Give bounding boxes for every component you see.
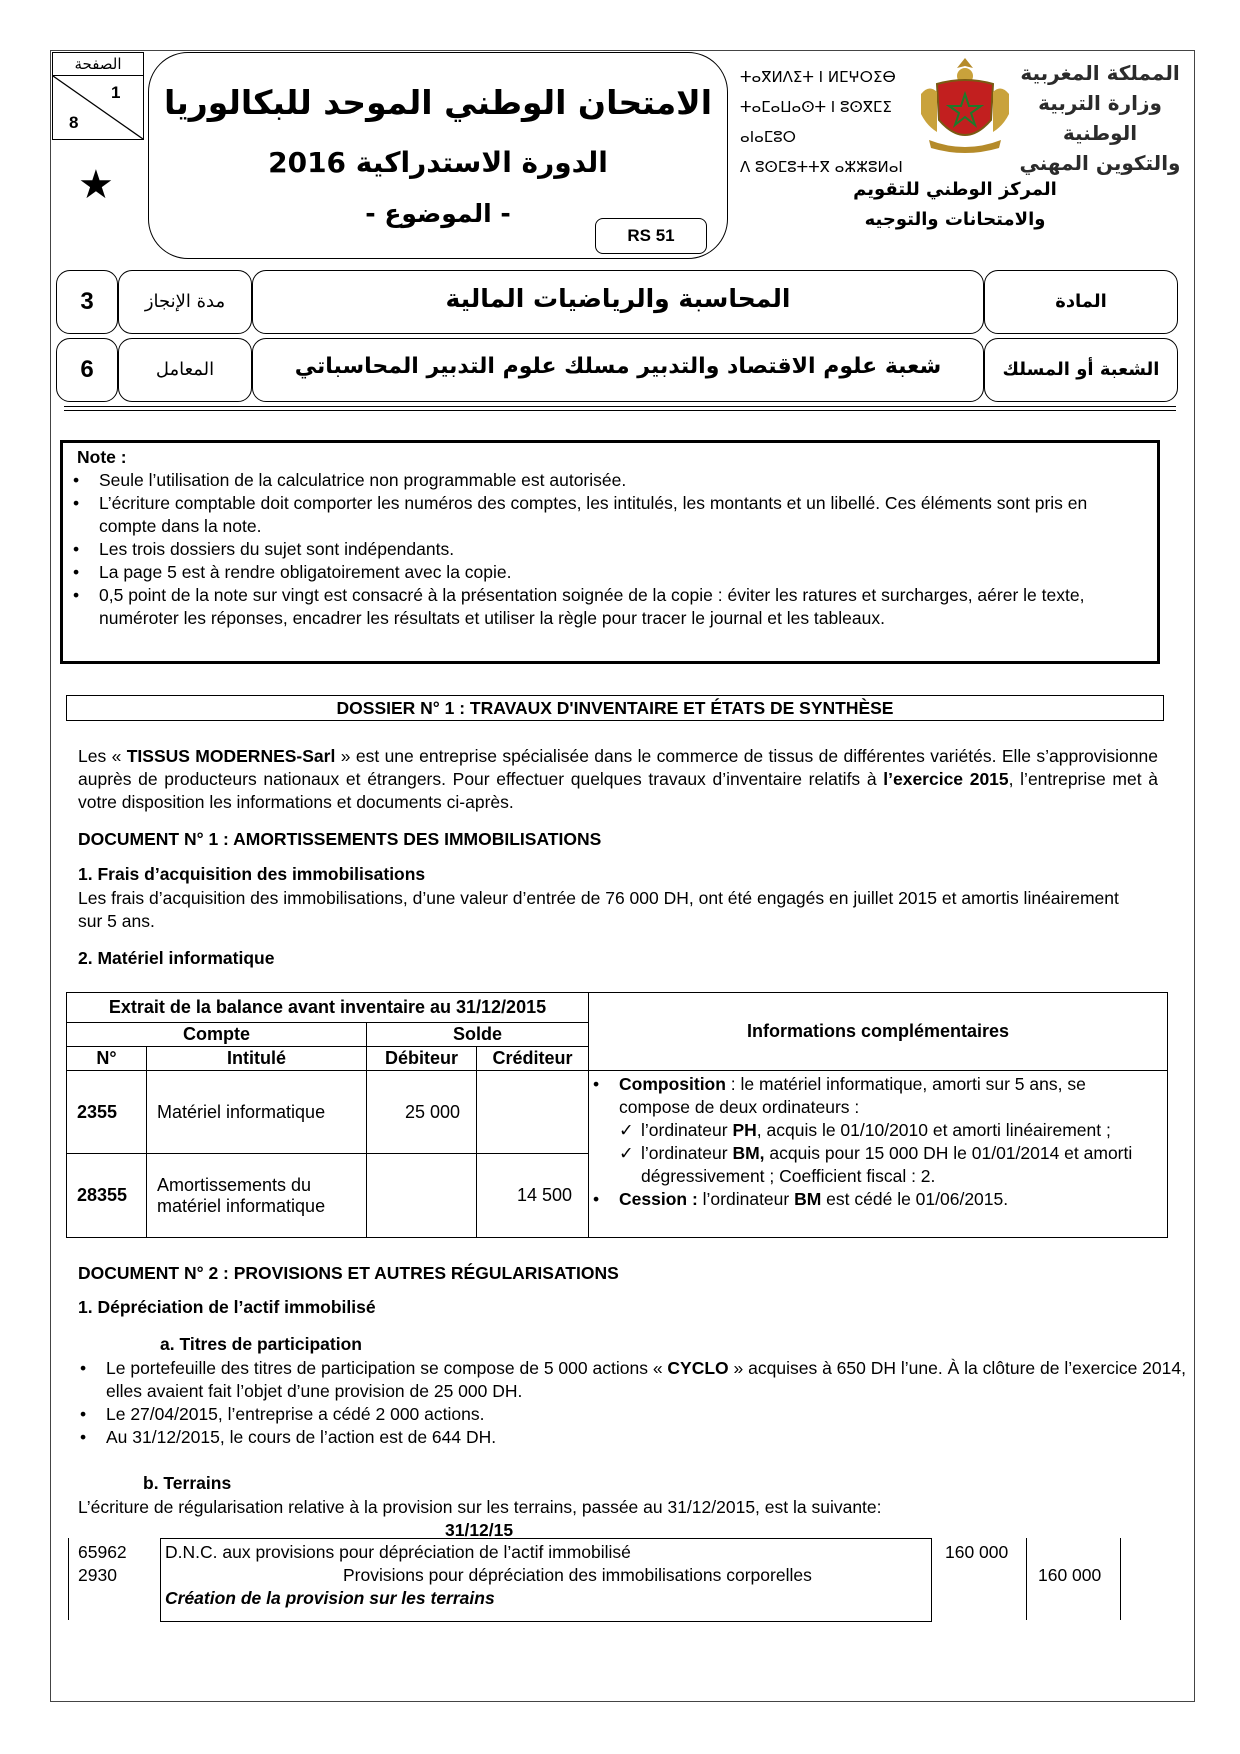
doc2-sub-a: a. Titres de participation bbox=[160, 1334, 362, 1354]
exam-session: الدورة الاستدراكية 2016 bbox=[268, 146, 608, 179]
journal-left-rule bbox=[68, 1538, 69, 1620]
cession-item: • Cession : l’ordinateur BM est cédé le 01/06/2015. bbox=[619, 1188, 1159, 1211]
num-header: N° bbox=[67, 1047, 147, 1071]
kingdom-tifinagh: ⵜⴰⴳⵍⴷⵉⵜ ⵏ ⵍⵎⵖⵔⵉⴱ ⵜⴰⵎⴰⵡⴰⵙⵜ ⵏ ⵓⵙⴳⵎⵉ ⴰⵏⴰⵎⵓⵔ ⴷ ⵓⵙⵎⵓⵜⵜⴳ ⴰⵣⵣⵓⵍⴰⵏ bbox=[740, 68, 903, 176]
star-icon: ★ bbox=[78, 163, 114, 207]
solde-header: Solde bbox=[367, 1023, 589, 1047]
section-2-title: 2. Matériel informatique bbox=[78, 948, 275, 968]
credit-amount bbox=[477, 1071, 589, 1154]
journal-credit-amount: 160 000 bbox=[1038, 1565, 1102, 1585]
subject-name: المحاسبة والرياضيات المالية bbox=[252, 270, 984, 334]
list-item: • Au 31/12/2015, le cours de l’action est de 644 DH. bbox=[106, 1426, 1186, 1449]
doc2-sub-b: b. Terrains bbox=[143, 1473, 232, 1493]
diagonal-line bbox=[53, 76, 143, 139]
account-label: Matériel informatique bbox=[147, 1071, 367, 1154]
composition-item: • Composition : le matériel informatique, amorti sur 5 ans, se compose de deux ordinateurs : ✓ l’ordinateur PH, acquis le 01/10/2010 et amorti linéairement ; ✓ l’ordinateur BM, acquis pour 15 000 DH le 01/01/2014 et amorti dégressivement ; Coefficient fiscal : 2. bbox=[619, 1073, 1159, 1188]
intitule-header: Intitulé bbox=[147, 1047, 367, 1071]
balance-title: Extrait de la balance avant inventaire au 31/12/2015 bbox=[67, 993, 589, 1023]
journal-account: 2930 bbox=[78, 1565, 117, 1585]
page-number: 1 bbox=[111, 83, 121, 102]
note-item: • 0,5 point de la note sur vingt est consacré à la présentation soignée de la copie : éviter les ratures et surcharges, aérer le texte, numéroter les réponses, encadrer les résultats et utiliser la règle pour tracer le journal et les tableaux. bbox=[99, 584, 1143, 630]
list-item: • Le portefeuille des titres de participation se compose de 5 000 actions « CYCLO » acquises à 650 DH l’une. À la clôture de l’exercice 2014, elles avaient fait l’objet d’une provision de 25 000 DH. bbox=[106, 1357, 1186, 1403]
balance-table bbox=[66, 992, 1168, 1238]
check-icon: ✓ bbox=[619, 1120, 634, 1140]
account-label: Amortissements du matériel informatique bbox=[147, 1154, 367, 1238]
account-number: 28355 bbox=[67, 1154, 147, 1238]
exam-title: الامتحان الوطني الموحد للبكالوريا bbox=[163, 83, 713, 122]
doc2-title: DOCUMENT N° 2 : PROVISIONS ET AUTRES RÉGULARISATIONS bbox=[78, 1263, 619, 1283]
list-item: • Le 27/04/2015, l’entreprise a cédé 2 000 actions. bbox=[106, 1403, 1186, 1426]
section-1-title: 1. Frais d’acquisition des immobilisations bbox=[78, 864, 426, 884]
coat-of-arms-icon bbox=[915, 54, 1015, 159]
journal-account: 65962 bbox=[78, 1542, 127, 1562]
note-item: • Seule l’utilisation de la calculatrice non programmable est autorisée. bbox=[99, 469, 1143, 492]
compte-header: Compte bbox=[67, 1023, 367, 1047]
info-cell bbox=[589, 1071, 1168, 1238]
table-row bbox=[67, 1071, 1168, 1154]
titres-list bbox=[70, 1357, 1186, 1449]
info-header: Informations complémentaires bbox=[589, 993, 1168, 1071]
header-divider bbox=[64, 406, 1176, 411]
branch-name: شعبة علوم الاقتصاد والتدبير مسلك علوم التدبير المحاسباتي bbox=[252, 338, 984, 402]
debit-amount bbox=[367, 1154, 477, 1238]
duration-label: مدة الإنجاز bbox=[118, 270, 252, 334]
check-icon: ✓ bbox=[619, 1143, 634, 1163]
exam-code: RS 51 bbox=[595, 218, 707, 254]
journal-debit-line: D.N.C. aux provisions pour dépréciation de l’actif immobilisé bbox=[165, 1542, 631, 1562]
subject-label: - الموضوع - bbox=[365, 199, 511, 228]
subject-label-cell: المادة bbox=[984, 270, 1178, 334]
credit-amount: 14 500 bbox=[477, 1154, 589, 1238]
note-list bbox=[77, 469, 1143, 630]
note-item: • La page 5 est à rendre obligatoirement avec la copie. bbox=[99, 561, 1143, 584]
note-title: Note : bbox=[77, 447, 127, 467]
journal-libelle: Création de la provision sur les terrains bbox=[165, 1588, 495, 1608]
duration-value: 3 bbox=[56, 270, 118, 334]
page-label: الصفحة bbox=[53, 53, 143, 76]
journal-right-rule bbox=[1120, 1538, 1121, 1620]
company-name: TISSUS MODERNES-Sarl bbox=[126, 746, 336, 766]
journal-mid-rule bbox=[1026, 1538, 1027, 1620]
journal-date: 31/12/15 bbox=[445, 1520, 514, 1540]
debit-amount: 25 000 bbox=[367, 1071, 477, 1154]
kingdom-arabic: المملكة المغربية وزارة التربية الوطنية والتكوين المهني bbox=[1019, 61, 1181, 175]
page-total: 8 bbox=[69, 113, 79, 132]
coef-value: 6 bbox=[56, 338, 118, 402]
account-number: 2355 bbox=[67, 1071, 147, 1154]
page-number-box bbox=[52, 52, 144, 140]
debit-header: Débiteur bbox=[367, 1047, 477, 1071]
coef-label: المعامل bbox=[118, 338, 252, 402]
journal-credit-line: Provisions pour dépréciation des immobilisations corporelles bbox=[343, 1565, 812, 1585]
intro-paragraph: Les « TISSUS MODERNES-Sarl » est une entreprise spécialisée dans le commerce de tissus de différentes variétés. Elle s’approvisionne auprès de producteurs nationaux et étrangers. Pour effectuer quelques travaux d’inventaire relatifs à l’exercice 2015, l’entreprise met à votre disposition les informations et documents ci-après. bbox=[78, 746, 1158, 812]
doc2-section-1: 1. Dépréciation de l’actif immobilisé bbox=[78, 1297, 376, 1317]
note-item: • L’écriture comptable doit comporter les numéros des comptes, les intitulés, les montants et un libellé. Ces éléments sont pris en compte dans la note. bbox=[99, 492, 1143, 538]
dossier-title: DOSSIER N° 1 : TRAVAUX D'INVENTAIRE ET ÉTATS DE SYNTHÈSE bbox=[66, 695, 1164, 721]
note-box bbox=[60, 440, 1160, 664]
national-center: المركز الوطني للتقويم والامتحانات والتوجيه bbox=[853, 179, 1057, 230]
note-item: • Les trois dossiers du sujet sont indépendants. bbox=[99, 538, 1143, 561]
journal-debit-amount: 160 000 bbox=[945, 1542, 1009, 1562]
branch-label: الشعبة أو المسلك bbox=[984, 338, 1178, 402]
credit-header: Créditeur bbox=[477, 1047, 589, 1071]
section-1-text: Les frais d’acquisition des immobilisations, d’une valeur d’entrée de 76 000 DH, ont été engagés en juillet 2015 et amortis linéairement sur 5 ans. bbox=[78, 888, 1119, 931]
doc1-title: DOCUMENT N° 1 : AMORTISSEMENTS DES IMMOBILISATIONS bbox=[78, 829, 602, 849]
terrains-text: L’écriture de régularisation relative à la provision sur les terrains, passée au 31/12/2015, est la suivante: bbox=[78, 1497, 882, 1517]
journal-entry-box bbox=[160, 1538, 932, 1622]
